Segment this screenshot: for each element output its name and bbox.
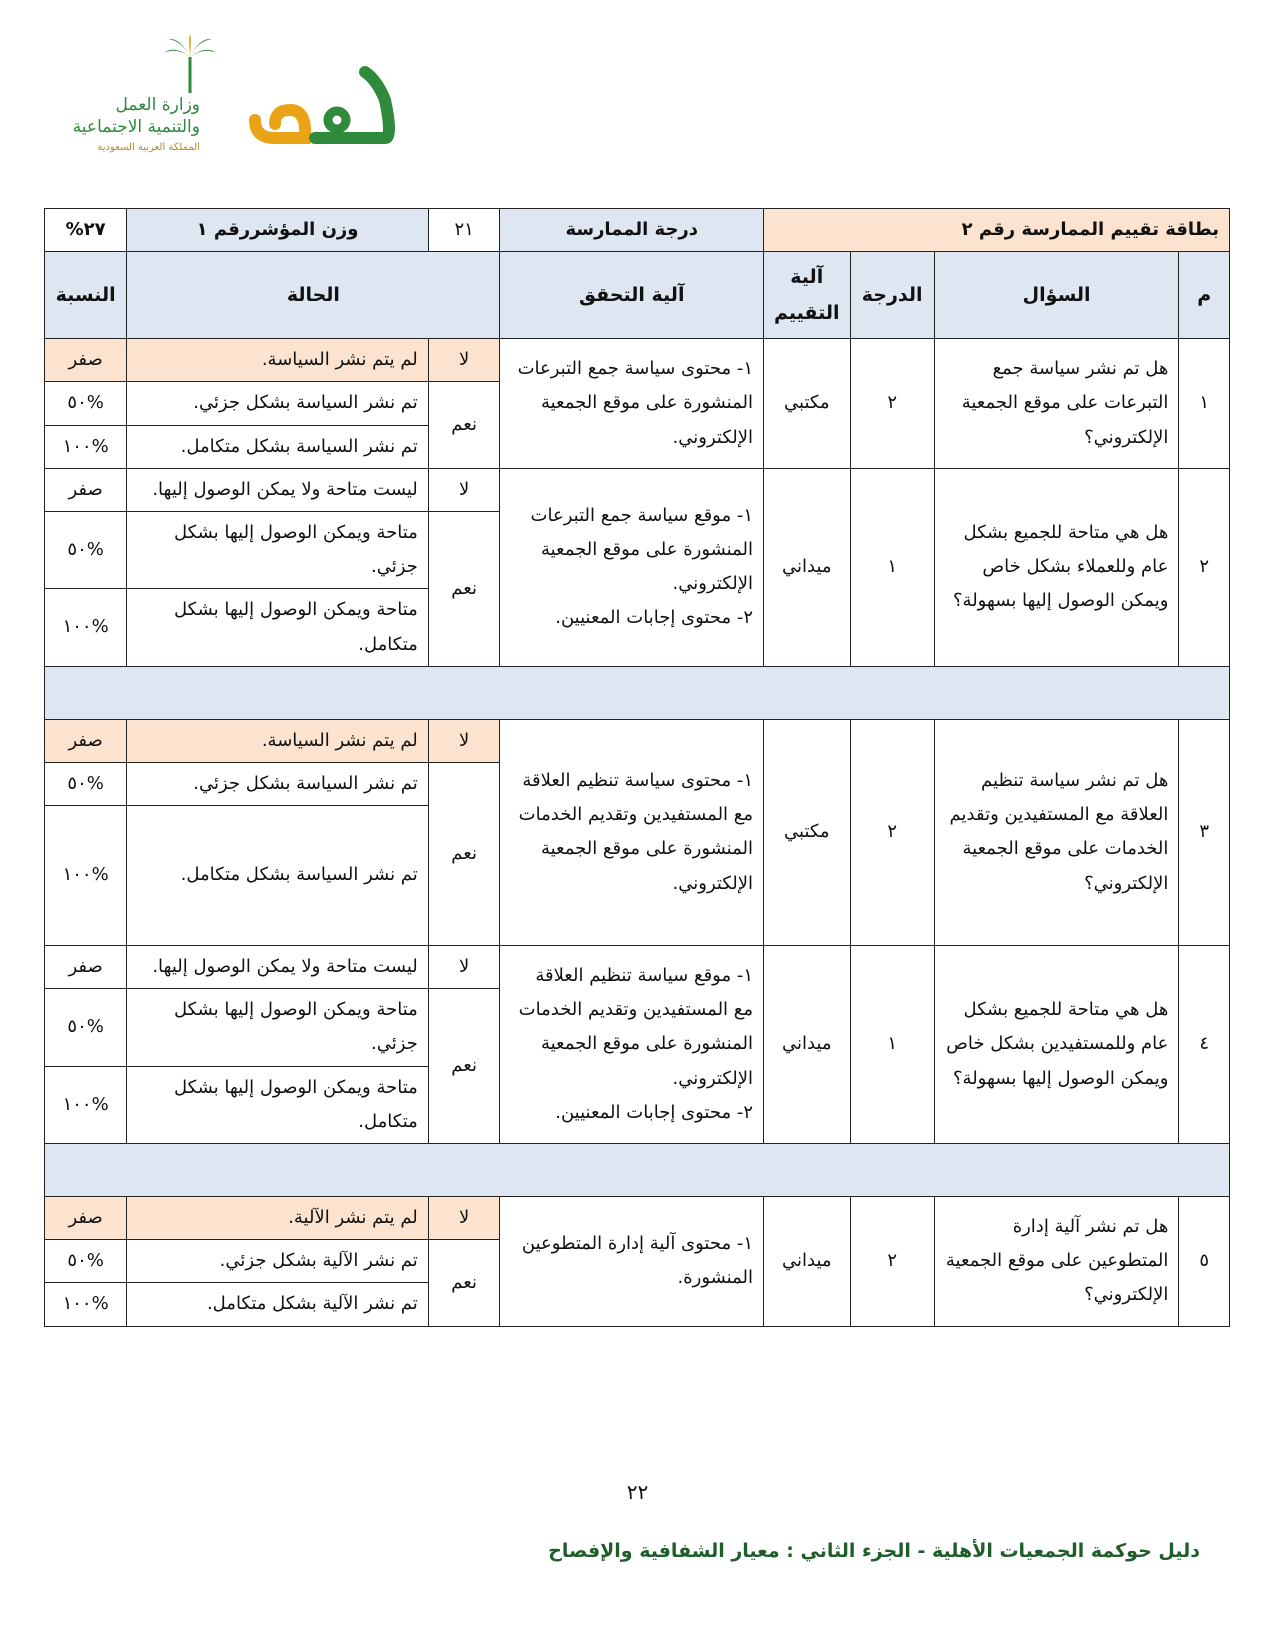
row-degree: ١ (850, 468, 934, 666)
yes-label: نعم (428, 1240, 500, 1326)
no-label: لا (428, 468, 500, 511)
row-question: هل تم نشر سياسة جمع التبرعات على موقع الجمعية الإلكتروني؟ (934, 339, 1179, 469)
yes2-ratio: ١٠٠% (45, 1066, 127, 1143)
indicator-weight-value: ٢٧% (45, 209, 127, 252)
no-ratio: صفر (45, 339, 127, 382)
ministry-name-line1: وزارة العمل (115, 95, 200, 115)
row-question: هل تم نشر آلية إدارة المتطوعين على موقع الجمعية الإلكتروني؟ (934, 1197, 1179, 1327)
yes1-status: متاحة ويمكن الوصول إليها بشكل جزئي. (127, 989, 429, 1066)
yes-label: نعم (428, 511, 500, 666)
header-logos (60, 30, 420, 170)
table-row (45, 1197, 1230, 1240)
row-num: ٣ (1179, 719, 1230, 945)
row-verification (500, 468, 764, 666)
table-row (45, 468, 1230, 511)
no-label: لا (428, 719, 500, 762)
separator-cell (45, 1144, 1230, 1197)
no-status: ليست متاحة ولا يمكن الوصول إليها. (127, 946, 429, 989)
no-label: لا (428, 1197, 500, 1240)
no-status: لم يتم نشر السياسة. (127, 719, 429, 762)
practice-evaluation-card (44, 208, 1230, 1327)
yes2-status: تم نشر السياسة بشكل متكامل. (127, 806, 429, 946)
yes1-ratio: ٥٠% (45, 511, 127, 588)
yes2-status: تم نشر السياسة بشكل متكامل. (127, 425, 429, 468)
yes2-status: متاحة ويمكن الوصول إليها بشكل متكامل. (127, 589, 429, 666)
row-question: هل هي متاحة للجميع بشكل عام وللمستفيدين بشكل خاص ويمكن الوصول إليها بسهولة؟ (934, 946, 1179, 1144)
row-num: ١ (1179, 339, 1230, 469)
practice-degree-value: ٢١ (428, 209, 500, 252)
yes-label: نعم (428, 382, 500, 468)
yes2-ratio: ١٠٠% (45, 1283, 127, 1326)
separator-row (45, 1144, 1230, 1197)
ministry-logo (60, 30, 200, 170)
no-ratio: صفر (45, 946, 127, 989)
row-mechanism: مكتبي (764, 339, 850, 469)
table-row (45, 339, 1230, 382)
yes2-status: متاحة ويمكن الوصول إليها بشكل متكامل. (127, 1066, 429, 1143)
yes1-ratio: ٥٠% (45, 762, 127, 805)
no-ratio: صفر (45, 468, 127, 511)
row-verification (500, 946, 764, 1144)
separator-row (45, 666, 1230, 719)
makeen-brand-logo (245, 60, 395, 150)
column-header-row (45, 252, 1230, 339)
row-mechanism: مكتبي (764, 719, 850, 945)
row-mechanism: ميداني (764, 468, 850, 666)
row-mechanism: ميداني (764, 946, 850, 1144)
yes2-status: تم نشر الآلية بشكل متكامل. (127, 1283, 429, 1326)
no-status: لم يتم نشر الآلية. (127, 1197, 429, 1240)
palm-tree-icon (160, 35, 220, 95)
row-degree: ١ (850, 946, 934, 1144)
indicator-weight-label: وزن المؤشررقم ١ (127, 209, 429, 252)
yes2-ratio: ١٠٠% (45, 425, 127, 468)
verification-item-1: ١- موقع سياسة جمع التبرعات المنشورة على موقع الجمعية الإلكتروني. (530, 504, 754, 595)
card-title-row (45, 209, 1230, 252)
yes1-status: تم نشر السياسة بشكل جزئي. (127, 382, 429, 425)
verification-item-2: ٢- محتوى إجابات المعنيين. (555, 607, 754, 629)
no-ratio: صفر (45, 1197, 127, 1240)
verification-item-1: ١- موقع سياسة تنظيم العلاقة مع المستفيدين وتقديم الخدمات المنشورة على موقع الجمعية الإلكتروني. (518, 965, 754, 1089)
row-verification: ١- محتوى سياسة تنظيم العلاقة مع المستفيدين وتقديم الخدمات المنشورة على موقع الجمعية الإلكتروني. (500, 719, 764, 945)
yes1-ratio: ٥٠% (45, 1240, 127, 1283)
table-row (45, 946, 1230, 989)
yes1-status: تم نشر السياسة بشكل جزئي. (127, 762, 429, 805)
separator-cell (45, 666, 1230, 719)
col-mechanism-line1: آلية (790, 266, 824, 289)
yes-label: نعم (428, 762, 500, 945)
col-status: الحالة (127, 252, 500, 339)
no-ratio: صفر (45, 719, 127, 762)
no-status: ليست متاحة ولا يمكن الوصول إليها. (127, 468, 429, 511)
verification-item-2: ٢- محتوى إجابات المعنيين. (555, 1101, 754, 1123)
col-question: السؤال (934, 252, 1179, 339)
yes-label: نعم (428, 989, 500, 1144)
card-title: بطاقة تقييم الممارسة رقم ٢ (764, 209, 1230, 252)
row-verification: ١- محتوى سياسة جمع التبرعات المنشورة على موقع الجمعية الإلكتروني. (500, 339, 764, 469)
row-verification: ١- محتوى آلية إدارة المتطوعين المنشورة. (500, 1197, 764, 1327)
col-ratio: النسبة (45, 252, 127, 339)
row-num: ٢ (1179, 468, 1230, 666)
row-num: ٥ (1179, 1197, 1230, 1327)
no-status: لم يتم نشر السياسة. (127, 339, 429, 382)
yes2-ratio: ١٠٠% (45, 589, 127, 666)
col-mechanism (764, 252, 850, 339)
col-degree: الدرجة (850, 252, 934, 339)
row-degree: ٢ (850, 1197, 934, 1327)
col-mechanism-line2: التقييم (774, 302, 840, 325)
practice-degree-label: درجة الممارسة (500, 209, 764, 252)
yes2-ratio: ١٠٠% (45, 806, 127, 946)
table-row (45, 719, 1230, 762)
row-num: ٤ (1179, 946, 1230, 1144)
row-mechanism: ميداني (764, 1197, 850, 1327)
yes1-status: متاحة ويمكن الوصول إليها بشكل جزئي. (127, 511, 429, 588)
row-question: هل تم نشر سياسة تنظيم العلاقة مع المستفيدين وتقديم الخدمات على موقع الجمعية الإلكتروني؟ (934, 719, 1179, 945)
row-degree: ٢ (850, 339, 934, 469)
yes1-ratio: ٥٠% (45, 382, 127, 425)
footer-title: دليل حوكمة الجمعيات الأهلية - الجزء الثاني : معيار الشفافية والإفصاح (548, 1540, 1200, 1562)
no-label: لا (428, 946, 500, 989)
row-degree: ٢ (850, 719, 934, 945)
col-verification: آلية التحقق (500, 252, 764, 339)
ministry-name-line3: المملكة العربية السعودية (97, 142, 200, 153)
row-question: هل هي متاحة للجميع بشكل عام وللعملاء بشكل خاص ويمكن الوصول إليها بسهولة؟ (934, 468, 1179, 666)
no-label: لا (428, 339, 500, 382)
ministry-name-line2: والتنمية الاجتماعية (72, 117, 200, 137)
yes1-ratio: ٥٠% (45, 989, 127, 1066)
yes1-status: تم نشر الآلية بشكل جزئي. (127, 1240, 429, 1283)
page-number: ٢٢ (626, 1480, 649, 1504)
col-num: م (1179, 252, 1230, 339)
